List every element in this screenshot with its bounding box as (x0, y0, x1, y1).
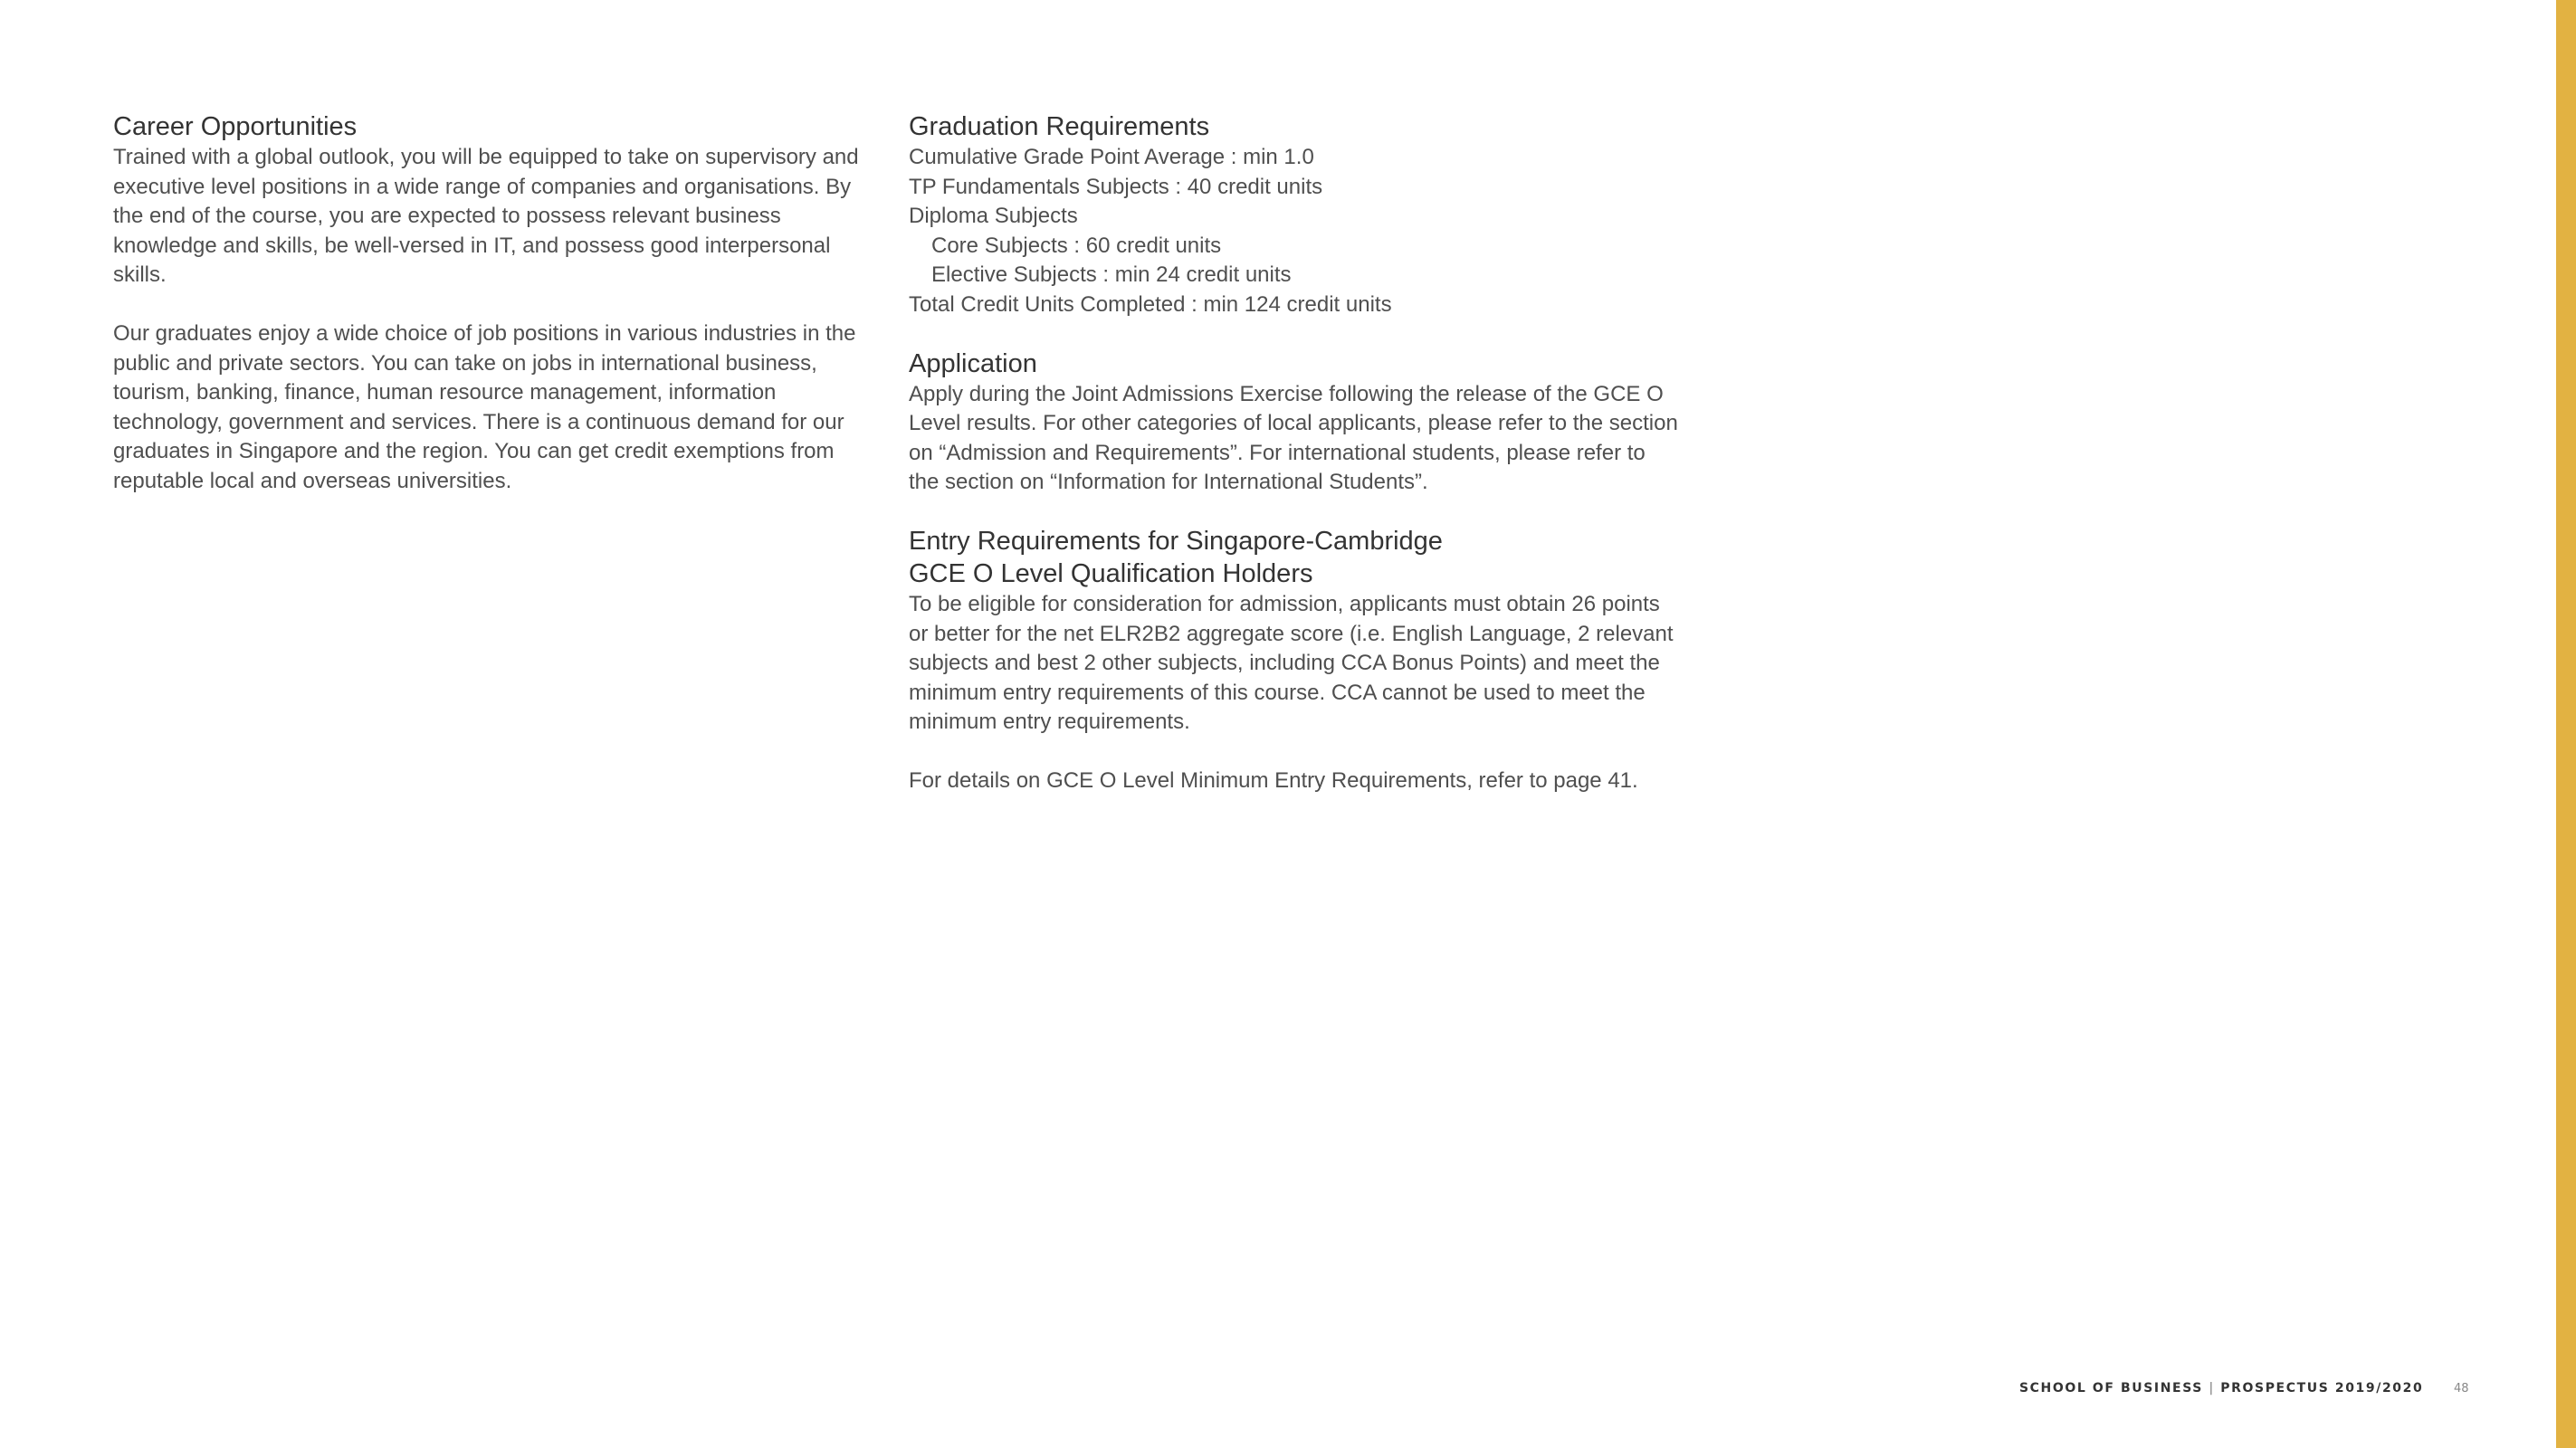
application-heading: Application (909, 348, 1037, 378)
entry-paragraph-1: To be eligible for consideration for admission, applicants must obtain 26 points or better for the net ELR2B2 aggregate score (i.e. English Language, 2 relevant subjects and best 2 other subjects, including CCA Bonus Points) and meet the minimum entry requirements of this course. CCA cannot be used to meet the minimum entry requirements. (909, 591, 1674, 735)
spacer (909, 320, 1678, 348)
requirement-cgpa: Cumulative Grade Point Average : min 1.0 (909, 145, 1314, 169)
requirement-elective-subjects: Elective Subjects : min 24 credit units (931, 262, 1292, 288)
footer-label (2019, 1381, 2423, 1396)
entry-heading-line-1: Entry Requirements for Singapore-Cambridge (909, 526, 1443, 556)
entry-requirements-heading (909, 525, 1678, 590)
career-paragraph-1: Trained with a global outlook, you will be equipped to take on supervisory and executive level positions in a wide range of companies and organisations. By the end of the course, you are expected to possess relevant business knowledge and skills, be well-versed in IT, and possess good interpersonal skills. (113, 145, 859, 288)
graduation-requirements-heading: Graduation Requirements (909, 112, 1210, 141)
page-number: 48 (2454, 1382, 2469, 1396)
footer-school: SCHOOL OF BUSINESS (2019, 1381, 2203, 1396)
accent-side-bar (2556, 0, 2576, 1448)
spacer (113, 291, 883, 319)
spacer (909, 498, 1678, 525)
requirement-core-subjects: Core Subjects : 60 credit units (931, 233, 1222, 258)
requirement-tp-fundamentals: TP Fundamentals Subjects : 40 credit units (909, 174, 1323, 199)
footer-prospectus: PROSPECTUS 2019/2020 (2220, 1381, 2424, 1396)
requirement-total-credits: Total Credit Units Completed : min 124 credit units (909, 291, 1392, 317)
entry-heading-line-2: GCE O Level Qualification Holders (909, 558, 1313, 588)
entry-paragraph-2: For details on GCE O Level Minimum Entry Requirements, refer to page 41. (909, 767, 1638, 793)
career-paragraph-2: Our graduates enjoy a wide choice of job positions in various industries in the public and private sectors. You can take on jobs in international business, tourism, banking, finance, human resource management, information technology, government and services. There is a continuous demand for our graduates in Singapore and the region. You can get credit exemptions from reputable local and overseas universities. (113, 320, 856, 493)
spacer (909, 738, 1678, 767)
application-paragraph: Apply during the Joint Admissions Exercise following the release of the GCE O Level results. For other categories of local applicants, please refer to the section on “Admission and Requirements”. For international students, please refer to the section on “Information for International Students”. (909, 381, 1678, 495)
graduation-requirements-list (909, 143, 1678, 320)
footer-separator: | (2209, 1381, 2215, 1396)
career-opportunities-heading: Career Opportunities (113, 112, 358, 141)
requirement-diploma-subjects: Diploma Subjects (909, 204, 1078, 229)
left-column (113, 110, 883, 497)
right-column (909, 110, 1678, 796)
